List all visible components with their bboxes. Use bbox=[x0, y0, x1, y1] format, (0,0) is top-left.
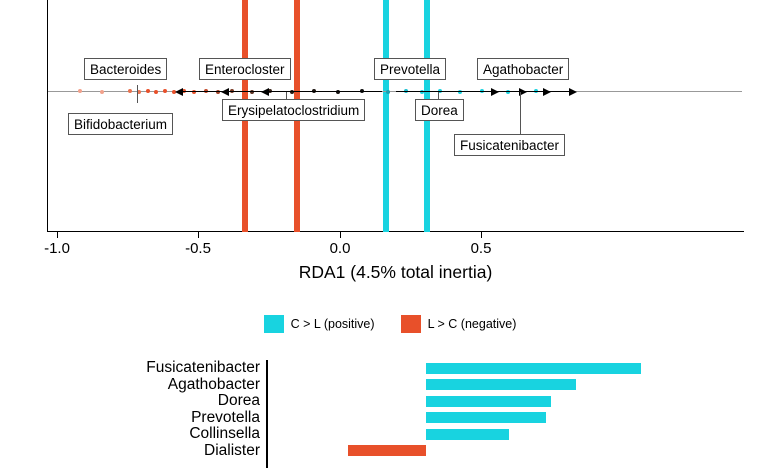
x-tick-label: 0.5 bbox=[470, 240, 492, 257]
species-label-agathobacter: Agathobacter bbox=[477, 58, 569, 80]
bar-dorea bbox=[426, 396, 551, 407]
x-tick-label: -0.5 bbox=[185, 240, 211, 257]
species-label-bifidobacterium: Bifidobacterium bbox=[68, 113, 173, 135]
bar-agathobacter bbox=[426, 379, 576, 390]
legend-item-negative bbox=[401, 315, 517, 333]
legend-item-positive bbox=[264, 315, 375, 333]
bar-row bbox=[268, 360, 780, 377]
bar-label: Collinsella bbox=[189, 425, 260, 442]
species-label-bacteroides: Bacteroides bbox=[84, 58, 167, 80]
legend-swatch-positive bbox=[264, 315, 284, 333]
species-label-fusicatenibacter: Fusicatenibacter bbox=[454, 134, 565, 156]
bar-row bbox=[268, 426, 780, 443]
sample-point bbox=[100, 90, 104, 94]
x-tick-label: -1.0 bbox=[44, 240, 70, 257]
bar-fusicatenibacter bbox=[426, 363, 641, 374]
legend-label-negative: L > C (negative) bbox=[427, 317, 517, 331]
sample-point bbox=[128, 89, 132, 93]
species-label-prevotella: Prevotella bbox=[374, 58, 446, 80]
x-tick bbox=[57, 232, 58, 238]
bar-prevotella bbox=[426, 412, 546, 423]
bar-row bbox=[268, 377, 780, 394]
species-label-dorea: Dorea bbox=[415, 99, 464, 121]
chart-legend bbox=[0, 313, 780, 335]
x-tick-label: 0.0 bbox=[329, 240, 351, 257]
bar-collinsella bbox=[426, 429, 509, 440]
label-leader-line bbox=[520, 92, 521, 134]
x-tick bbox=[198, 232, 199, 238]
bar-label: Prevotella bbox=[191, 408, 260, 426]
sample-point bbox=[163, 89, 167, 93]
bar-label: Dorea bbox=[217, 392, 260, 409]
x-tick bbox=[481, 232, 482, 238]
bar-category-labels bbox=[0, 360, 266, 459]
species-label-enterocloster: Enterocloster bbox=[199, 58, 291, 80]
bar-label: Fusicatenibacter bbox=[146, 360, 260, 376]
ordination-horizontal-axis bbox=[48, 91, 742, 92]
x-tick bbox=[340, 232, 341, 238]
bar-row bbox=[268, 443, 780, 460]
reference-bar-prevotella bbox=[383, 0, 389, 232]
legend-label-positive: C > L (positive) bbox=[290, 317, 375, 331]
label-leader-line bbox=[137, 85, 138, 103]
x-axis-title: RDA1 (4.5% total inertia) bbox=[298, 262, 493, 282]
species-vector-arrow bbox=[396, 91, 492, 92]
effect-size-bar-panel bbox=[0, 360, 780, 470]
sample-point bbox=[386, 90, 390, 94]
bar-label: Agathobacter bbox=[167, 375, 260, 393]
sample-point bbox=[154, 90, 158, 94]
bar-dialister bbox=[348, 445, 426, 456]
bar-series bbox=[268, 360, 780, 459]
species-label-erysipelatoclostridium: Erysipelatoclostridium bbox=[222, 99, 365, 121]
sample-point bbox=[78, 89, 82, 93]
legend-swatch-negative bbox=[401, 315, 421, 333]
bar-row bbox=[268, 393, 780, 410]
bar-label: Dialister bbox=[204, 441, 260, 459]
sample-point bbox=[146, 89, 150, 93]
bar-row bbox=[268, 410, 780, 427]
